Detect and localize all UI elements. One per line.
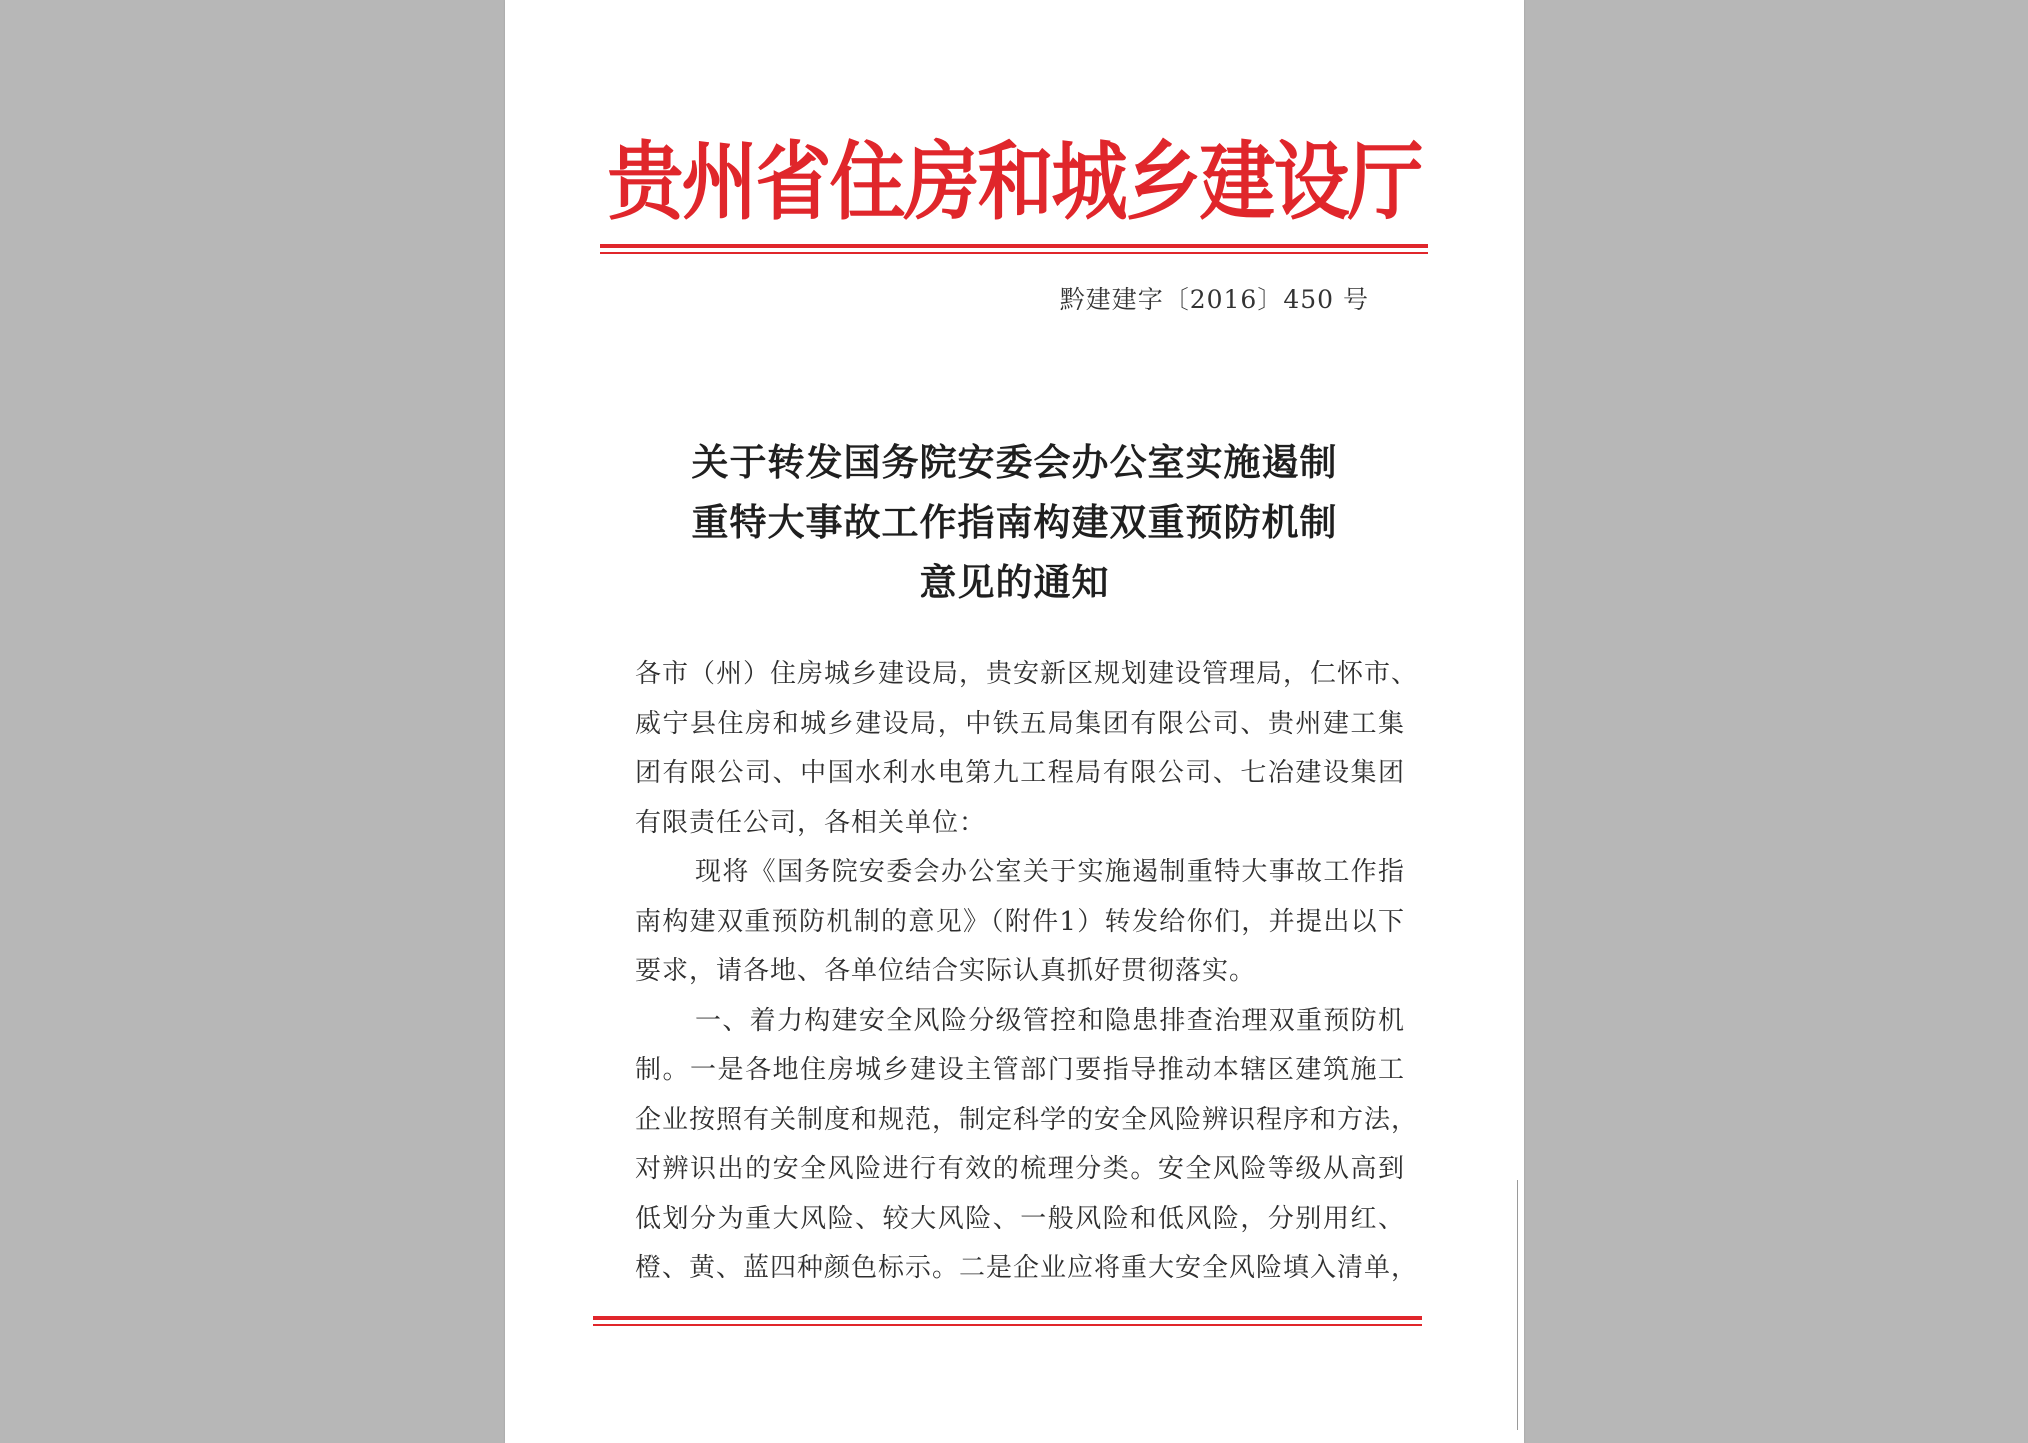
letterhead-rule-thin [600, 252, 1428, 254]
notice-title-line: 关于转发国务院安委会办公室实施遏制 [691, 440, 1338, 484]
document-number: 黔建建字〔2016〕450 号 [1059, 285, 1369, 314]
body-line: 南构建双重预防机制的意见》（附件1）转发给你们，并提出以下 [635, 906, 1405, 937]
body-line: 各市（州）住房城乡建设局，贵安新区规划建设管理局，仁怀市、 [635, 659, 1419, 689]
footer-rule-thick [593, 1316, 1422, 1320]
body-line: 制。一是各地住房城乡建设主管部门要指导推动本辖区建筑施工 [635, 1055, 1405, 1085]
body-line: 团有限公司、中国水利水电第九工程局有限公司、七冶建设集团 [635, 758, 1405, 788]
letterhead-title: 贵州省住房和城乡建设厅 [607, 132, 1422, 232]
body-line: 现将《国务院安委会办公室关于实施遏制重特大事故工作指 [695, 857, 1405, 887]
notice-title [505, 432, 1524, 612]
scan-edge-line [1517, 1180, 1518, 1430]
notice-title-line: 重特大事故工作指南构建双重预防机制 [691, 500, 1338, 544]
document-page [505, 0, 1524, 1443]
body-line: 对辨识出的安全风险进行有效的梳理分类。安全风险等级从高到 [635, 1154, 1405, 1184]
notice-body [635, 650, 1419, 1294]
body-line: 低划分为重大风险、较大风险、一般风险和低风险，分别用红、 [635, 1203, 1405, 1234]
footer-rule-thin [593, 1324, 1422, 1326]
body-line: 有限责任公司，各相关单位： [635, 807, 987, 838]
body-line: 一、着力构建安全风险分级管控和隐患排查治理双重预防机 [695, 1005, 1405, 1036]
body-line: 企业按照有关制度和规范，制定科学的安全风险辨识程序和方法， [635, 1104, 1419, 1135]
body-line: 要求，请各地、各单位结合实际认真抓好贯彻落实。 [635, 956, 1257, 986]
body-line: 威宁县住房和城乡建设局，中铁五局集团有限公司、贵州建工集 [635, 708, 1405, 739]
notice-title-line: 意见的通知 [919, 560, 1110, 604]
letterhead-rule-thick [600, 244, 1428, 248]
body-line: 橙、黄、蓝四种颜色标示。二是企业应将重大安全风险填入清单， [635, 1253, 1419, 1283]
